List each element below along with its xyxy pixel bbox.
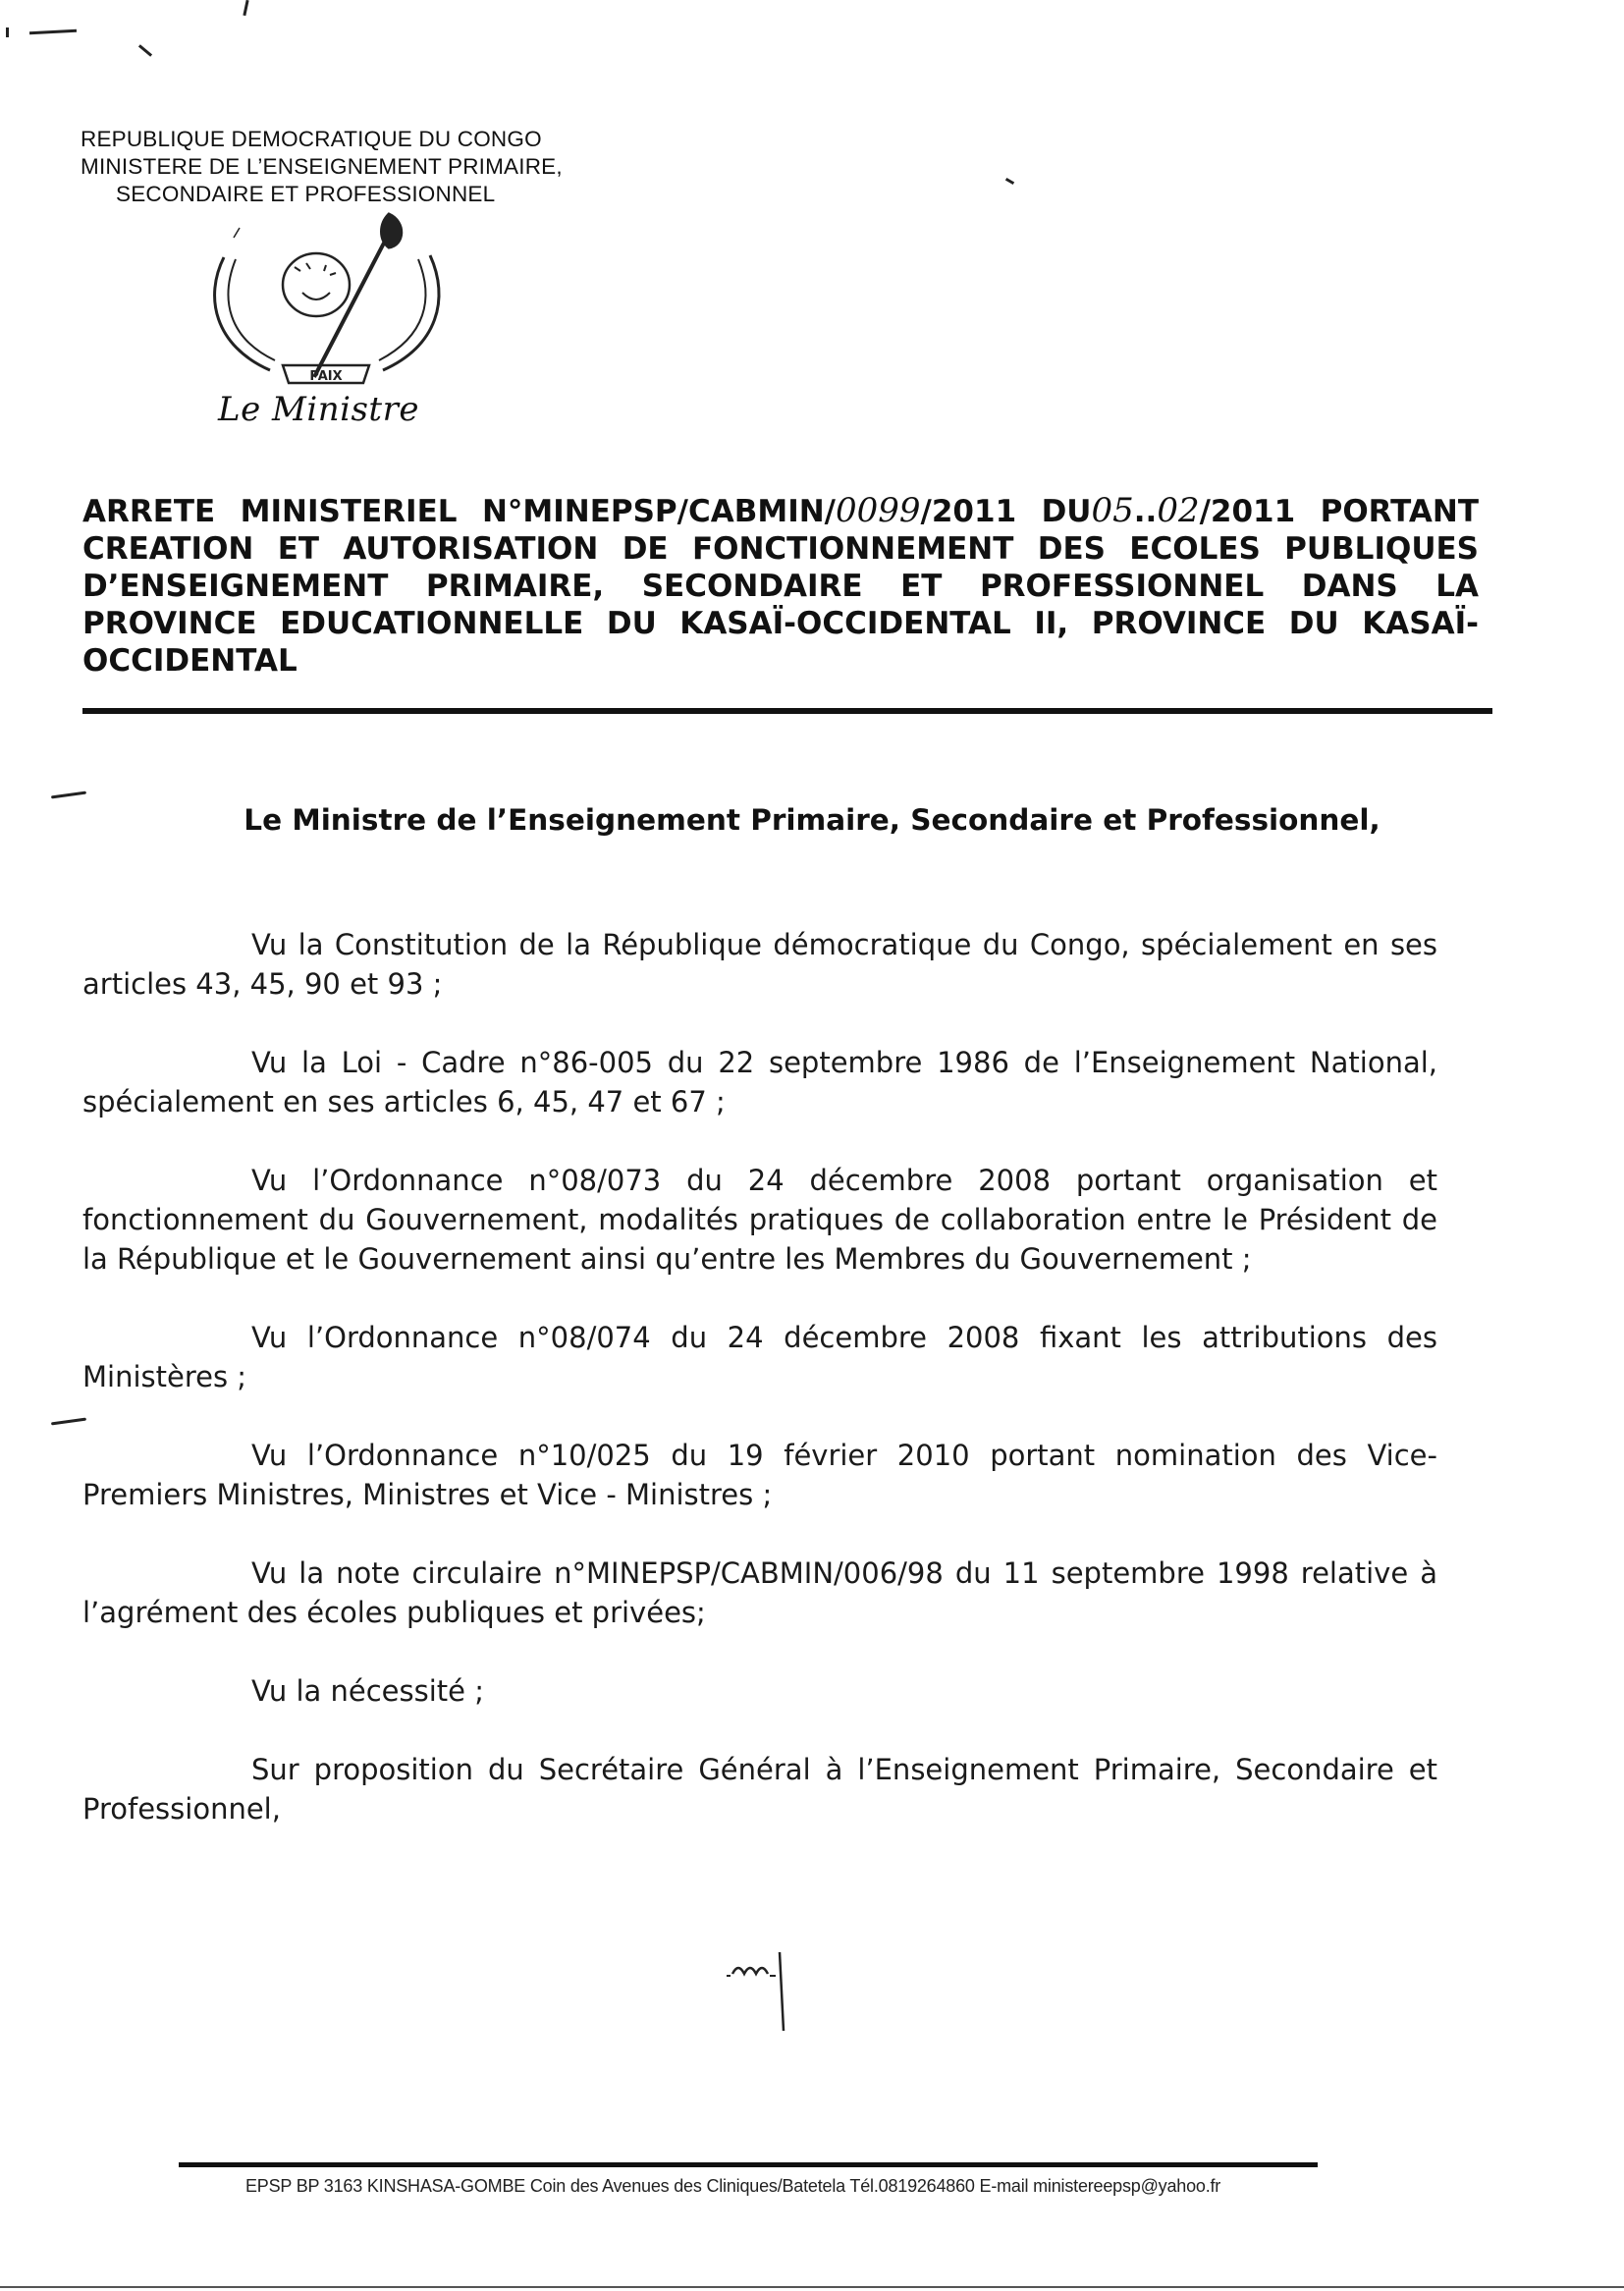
spear-tip xyxy=(382,214,402,247)
consideration-ordinance-08-073: Vu l’Ordonnance n°08/073 du 24 décembre 2008 portant organisation et fonctionnement du Gouvernement, modalités pratiques de collaboration entre le Président de la République et le Gouvernement ainsi qu’entre les Membres du Gouvernement ; xyxy=(82,1164,1437,1276)
handwritten-day: 05 xyxy=(1091,491,1134,530)
letterhead-country: REPUBLIQUE DEMOCRATIQUE DU CONGO xyxy=(81,127,542,151)
emblem-banner-text: PAIX xyxy=(309,369,343,384)
handwritten-initials xyxy=(725,1944,803,2033)
leopard-head xyxy=(283,253,350,316)
considerations xyxy=(82,925,1437,1868)
consideration-framework-law: Vu la Loi - Cadre n°86-005 du 22 septembre 1986 de l’Enseignement National, spécialement en ses articles 6, 45, 47 et 67 ; xyxy=(82,1046,1437,1118)
letterhead xyxy=(81,126,563,208)
scan-mark xyxy=(29,29,77,35)
scan-edge xyxy=(0,2286,1624,2288)
margin-mark xyxy=(51,791,86,799)
handwritten-number: 0099 xyxy=(836,491,921,530)
title-middle: /2011 DU xyxy=(920,494,1092,529)
consideration-constitution: Vu la Constitution de la République démocratique du Congo, spécialement en ses articles 43, 45, 90 et 93 ; xyxy=(82,928,1437,1001)
scan-mark xyxy=(1005,178,1014,185)
title-divider xyxy=(82,708,1492,714)
signatory-title: Le Ministre xyxy=(218,390,419,429)
consideration-ordinance-08-074: Vu l’Ordonnance n°08/074 du 24 décembre 2008 fixant les attributions des Ministères ; xyxy=(82,1321,1437,1393)
consideration-necessity: Vu la nécessité ; xyxy=(251,1674,484,1708)
spear-shaft xyxy=(314,230,391,377)
coat-of-arms-emblem xyxy=(196,208,452,395)
footer-divider xyxy=(179,2162,1318,2167)
title-prefix: ARRETE MINISTERIEL N°MINEPSP/CABMIN/ xyxy=(82,494,836,529)
minister-heading: Le Ministre de l’Enseignement Primaire, Secondaire et Professionnel, xyxy=(244,803,1380,837)
decree-title xyxy=(82,492,1479,680)
scan-mark xyxy=(138,44,152,57)
footer-address: EPSP BP 3163 KINSHASA-GOMBE Coin des Avenues des Cliniques/Batetela Tél.0819264860 E-mail ministereepsp@yahoo.fr xyxy=(245,2176,1221,2196)
letterhead-ministry-cont: SECONDAIRE ET PROFESSIONNEL xyxy=(116,182,496,206)
consideration-circular-note: Vu la note circulaire n°MINEPSP/CABMIN/006/98 du 11 septembre 1998 relative à l’agrément des écoles publiques et privées; xyxy=(82,1556,1437,1629)
title-sep: .. xyxy=(1133,494,1158,529)
scan-mark xyxy=(243,0,248,16)
title-rest: /2011 PORTANT CREATION ET AUTORISATION DE FONCTIONNEMENT DES ECOLES PUBLIQUES D’ENSEIGNEMENT PRIMAIRE, SECONDAIRE ET PROFESSIONNEL DANS LA PROVINCE EDUCATIONNELLE DU KASAÏ-OCCIDENTAL II, PROVINCE DU KASAÏ-OCCIDENTAL xyxy=(82,494,1479,679)
consideration-proposal: Sur proposition du Secrétaire Général à l’Enseignement Primaire, Secondaire et Professionnel, xyxy=(82,1753,1437,1826)
margin-mark xyxy=(51,1418,86,1426)
consideration-ordinance-10-025: Vu l’Ordonnance n°10/025 du 19 février 2010 portant nomination des Vice-Premiers Ministres, Ministres et Vice - Ministres ; xyxy=(82,1439,1437,1511)
handwritten-month: 02 xyxy=(1157,491,1200,530)
scan-mark xyxy=(6,27,9,37)
letterhead-ministry: MINISTERE DE L’ENSEIGNEMENT PRIMAIRE, xyxy=(81,154,563,179)
